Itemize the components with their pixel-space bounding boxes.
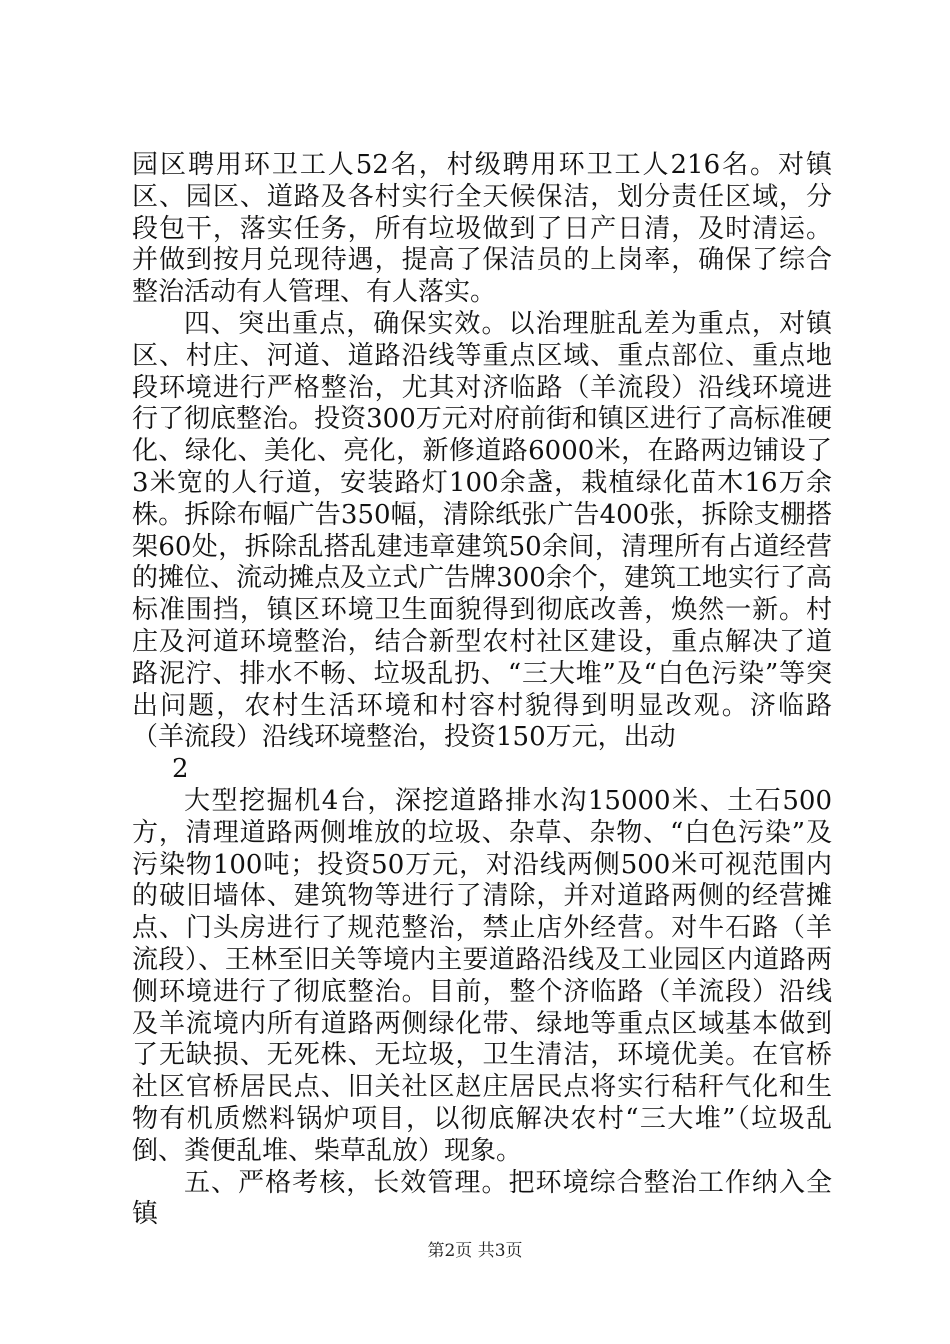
document-body: [132, 150, 832, 1231]
page-footer: 第2页 共3页: [427, 1241, 523, 1261]
paragraph-4: 五、严格考核，长效管理。把环境综合整治工作纳入全镇: [132, 1167, 832, 1230]
paragraph-1: 园区聘用环卫工人52名，村级聘用环卫工人216名。对镇区、园区、道路及各村实行全天候保洁，划分责任区域，分段包干，落实任务，所有垃圾做到了日产日清，及时清运。并做到按月兑现待遇，提高了保洁员的上岗率，确保了综合整治活动有人管理、有人落实。: [132, 150, 832, 308]
paragraph-2: 四、突出重点，确保实效。以治理脏乱差为重点，对镇区、村庄、河道、道路沿线等重点区域、重点部位、重点地段环境进行严格整治，尤其对济临路（羊流段）沿线环境进行了彻底整治。投资300万元对府前街和镇区进行了高标准硬化、绿化、美化、亮化，新修道路6000米，在路两边铺设了3米宽的人行道，安装路灯100余盏，栽植绿化苗木16万余株。拆除布幅广告350幅，清除纸张广告400张，拆除支棚搭架60处，拆除乱搭乱建违章建筑50余间，清理所有占道经营的摊位、流动摊点及立式广告牌300余个，建筑工地实行了高标准围挡，镇区环境卫生面貌得到彻底改善，焕然一新。村庄及河道环境整治，结合新型农村社区建设，重点解决了道路泥泞、排水不畅、垃圾乱扔、“三大堆”及“白色污染”等突出问题，农村生活环境和村容村貌得到明显改观。济临路（羊流段）沿线环境整治，投资150万元，出动: [132, 308, 832, 753]
paragraph-3: 大型挖掘机4台，深挖道路排水沟15000米、土石500方，清理道路两侧堆放的垃圾、杂草、杂物、“白色污染”及污染物100吨；投资50万元，对沿线两侧500米可视范围内的破旧墙体、建筑物等进行了清除，并对道路两侧的经营摊点、门头房进行了规范整治，禁止店外经营。对牛石路（羊流段）、王林至旧关等境内主要道路沿线及工业园区内道路两侧环境进行了彻底整治。目前，整个济临路（羊流段）沿线及羊流境内所有道路两侧绿化带、绿地等重点区域基本做到了无缺损、无死株、无垃圾，卫生清洁，环境优美。在官桥社区官桥居民点、旧关社区赵庄居民点将实行秸秆气化和生物有机质燃料锅炉项目，以彻底解决农村“三大堆”（垃圾乱倒、粪便乱堆、柴草乱放）现象。: [132, 785, 832, 1166]
inline-page-number: 2: [172, 754, 189, 785]
